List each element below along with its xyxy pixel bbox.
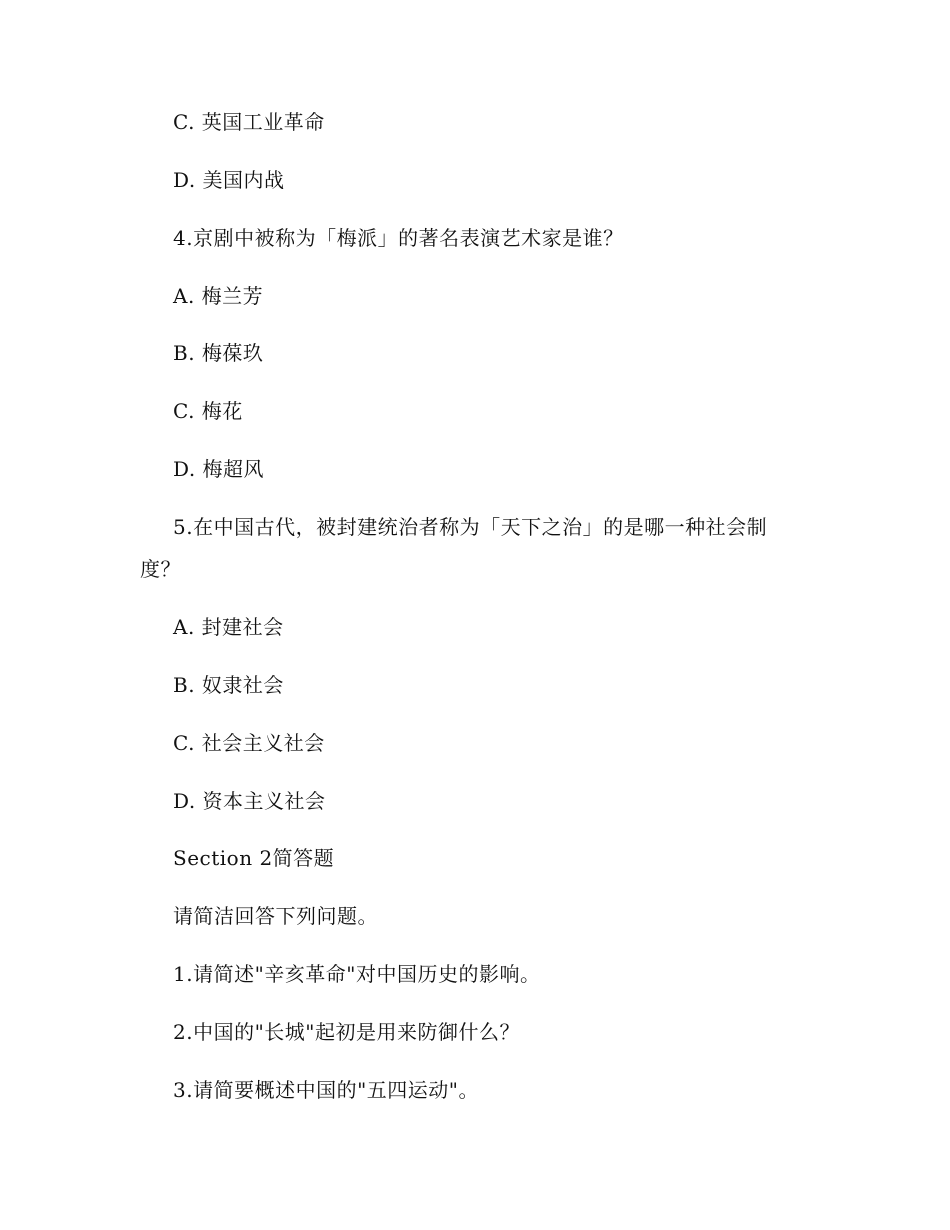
short-answer-1: 1.请简述"辛亥革命"对中国历史的影响。 — [173, 962, 541, 986]
q3-option-c: C. 英国工业革命 — [173, 110, 325, 134]
q5-option-a: A. 封建社会 — [173, 615, 284, 639]
q4-option-a: A. 梅兰芳 — [173, 284, 264, 308]
question-5: 5.在中国古代，被封建统治者称为「天下之治」的是哪一种社会制 — [173, 515, 768, 539]
q4-option-c: C. 梅花 — [173, 399, 243, 423]
q5-option-d: D. 资本主义社会 — [173, 789, 326, 813]
q5-option-c: C. 社会主义社会 — [173, 731, 325, 755]
q3-option-d: D. 美国内战 — [173, 168, 285, 192]
section-heading: Section 2简答题 — [173, 846, 335, 870]
question-4: 4.京剧中被称为「梅派」的著名表演艺术家是谁？ — [173, 226, 624, 250]
question-5-continued: 度？ — [140, 557, 181, 581]
short-answer-3: 3.请简要概述中国的"五四运动"。 — [173, 1078, 479, 1102]
q4-option-d: D. 梅超风 — [173, 457, 265, 481]
q4-option-b: B. 梅葆玖 — [173, 341, 264, 365]
section-instructions: 请简洁回答下列问题。 — [173, 904, 378, 928]
short-answer-2: 2.中国的"长城"起初是用来防御什么？ — [173, 1020, 520, 1044]
q5-option-b: B. 奴隶社会 — [173, 673, 284, 697]
